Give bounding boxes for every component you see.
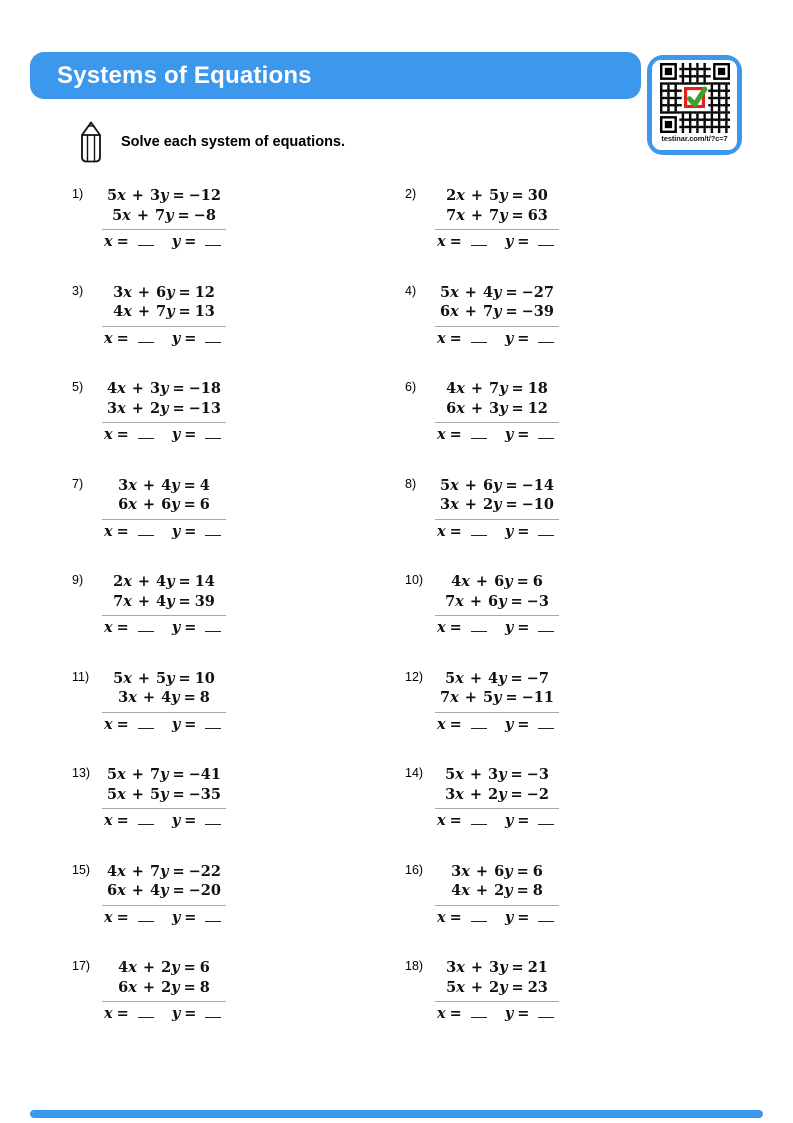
problem-item: [72, 186, 405, 283]
answer-blank-y[interactable]: [538, 912, 554, 922]
answer-blank-y[interactable]: [538, 1008, 554, 1018]
problem-number: 2): [405, 187, 417, 201]
equation-1: 5x + 5y = 10: [113, 669, 215, 687]
answer-blank-x[interactable]: [471, 236, 487, 246]
answer-y: y =: [172, 619, 222, 636]
answer-x: x =: [104, 1005, 154, 1022]
footer-bar: [30, 1110, 763, 1118]
equation-1: 5x + 7y = −41: [107, 766, 221, 783]
answer-x: x =: [104, 619, 154, 636]
equation-1: 3x + 6y = 6: [451, 862, 543, 880]
problem-item: [72, 765, 405, 862]
answer-row: [435, 905, 559, 926]
problem-body: [435, 765, 559, 829]
answer-y: y =: [172, 812, 222, 829]
problem-number: 17): [72, 959, 91, 973]
problem-body: [102, 476, 226, 540]
answer-x: x =: [437, 1005, 487, 1022]
answer-blank-y[interactable]: [205, 333, 221, 343]
problem-item: [405, 379, 732, 476]
equation-2: 5x + 7y = −8: [112, 206, 216, 224]
answer-x: x =: [437, 426, 487, 443]
answer-row: [102, 422, 226, 443]
problem-body: [102, 669, 226, 733]
problem-body: [435, 379, 559, 443]
problem-item: [405, 958, 732, 1055]
problem-item: [405, 862, 732, 959]
equation-1: 5x + 3y = −3: [445, 766, 549, 783]
problem-body: [435, 186, 559, 250]
equation-1: 4x + 7y = 18: [446, 380, 548, 397]
problem-item: [405, 572, 732, 669]
problem-number: 16): [405, 862, 424, 877]
answer-x: x =: [104, 523, 154, 540]
answer-blank-y[interactable]: [538, 333, 554, 343]
problem-number: 14): [405, 766, 424, 780]
equation-2: 4x + 2y = 8: [451, 882, 543, 899]
equation-1: 5x + 3y = −12: [107, 187, 221, 204]
answer-blank-y[interactable]: [205, 719, 221, 729]
answer-y: y =: [505, 523, 555, 540]
problem-number: 4): [405, 283, 417, 298]
equation-2: 7x + 4y = 39: [113, 592, 215, 610]
problem-body: [435, 572, 559, 636]
answer-y: y =: [172, 330, 222, 347]
answer-y: y =: [172, 233, 222, 250]
answer-row: [102, 229, 226, 250]
equation-1: 3x + 6y = 12: [113, 283, 215, 301]
answer-y: y =: [505, 619, 555, 636]
answer-blank-x[interactable]: [138, 719, 154, 729]
answer-blank-y[interactable]: [538, 719, 554, 729]
problems-grid: [72, 186, 732, 1055]
equation-1: 2x + 4y = 14: [113, 573, 215, 590]
answer-y: y =: [505, 426, 555, 443]
problem-item: [72, 476, 405, 573]
answer-y: y =: [172, 1005, 222, 1022]
answer-blank-y[interactable]: [205, 622, 221, 632]
equation-2: 6x + 4y = −20: [107, 882, 221, 899]
problem-body: [102, 379, 226, 443]
answer-blank-x[interactable]: [471, 333, 487, 343]
equation-2: 5x + 2y = 23: [446, 978, 548, 996]
answer-y: y =: [172, 523, 222, 540]
answer-blank-y[interactable]: [205, 1008, 221, 1018]
answer-row: [435, 712, 559, 733]
equation-2: 7x + 6y = −3: [445, 592, 549, 610]
problem-number: 12): [405, 669, 424, 684]
problem-body: [102, 958, 226, 1022]
instruction-row: [78, 120, 345, 164]
answer-blank-x[interactable]: [471, 815, 487, 825]
equation-1: 3x + 4y = 4: [118, 476, 210, 494]
answer-y: y =: [505, 909, 555, 926]
answer-y: y =: [505, 716, 555, 733]
problem-body: [102, 186, 226, 250]
answer-blank-y[interactable]: [538, 429, 554, 439]
problem-body: [102, 572, 226, 636]
problem-body: [102, 765, 226, 829]
answer-x: x =: [437, 812, 487, 829]
problem-number: 11): [72, 669, 90, 684]
equation-2: 3x + 4y = 8: [118, 689, 210, 706]
answer-blank-x[interactable]: [471, 1008, 487, 1018]
problem-number: 1): [72, 187, 84, 201]
answer-row: [102, 519, 226, 540]
problem-body: [435, 669, 559, 733]
answer-row: [435, 615, 559, 636]
answer-x: x =: [104, 330, 154, 347]
problem-number: 5): [72, 380, 84, 394]
answer-row: [102, 326, 226, 347]
answer-blank-y[interactable]: [205, 236, 221, 246]
problem-item: [405, 476, 732, 573]
answer-row: [435, 229, 559, 250]
answer-row: [435, 808, 559, 829]
problem-item: [72, 283, 405, 380]
answer-y: y =: [505, 812, 555, 829]
equation-2: 3x + 2y = −13: [107, 399, 221, 417]
answer-y: y =: [172, 716, 222, 733]
answer-blank-y[interactable]: [538, 236, 554, 246]
answer-row: [435, 422, 559, 443]
answer-row: [102, 712, 226, 733]
qr-caption: testinar.com/t/?c=7: [661, 134, 728, 143]
answer-blank-x[interactable]: [138, 912, 154, 922]
header-bar: [30, 52, 641, 99]
equation-1: 4x + 6y = 6: [451, 573, 543, 590]
answer-x: x =: [104, 812, 154, 829]
problem-item: [405, 765, 732, 862]
equation-2: 7x + 7y = 63: [446, 206, 548, 224]
instruction-text: Solve each system of equations.: [121, 134, 346, 150]
answer-blank-y[interactable]: [205, 912, 221, 922]
answer-row: [102, 905, 226, 926]
equation-1: 5x + 4y = −7: [445, 669, 549, 687]
problem-body: [102, 862, 226, 926]
problem-number: 13): [72, 766, 91, 780]
answer-blank-y[interactable]: [205, 815, 221, 825]
answer-row: [435, 326, 559, 347]
equation-2: 6x + 6y = 6: [118, 496, 210, 513]
equation-2: 4x + 7y = 13: [113, 303, 215, 320]
answer-y: y =: [172, 426, 222, 443]
equation-2: 6x + 7y = −39: [440, 303, 554, 320]
answer-blank-y[interactable]: [538, 622, 554, 632]
answer-x: x =: [437, 619, 487, 636]
problem-body: [435, 958, 559, 1022]
problem-body: [102, 283, 226, 347]
equation-1: 4x + 7y = −22: [107, 862, 221, 880]
problem-number: 18): [405, 959, 424, 973]
answer-row: [102, 808, 226, 829]
equation-2: 3x + 2y = −2: [445, 785, 549, 803]
answer-blank-x[interactable]: [471, 526, 487, 536]
equation-2: 6x + 3y = 12: [446, 399, 548, 417]
answer-blank-x[interactable]: [138, 236, 154, 246]
answer-row: [435, 519, 559, 540]
answer-blank-x[interactable]: [138, 526, 154, 536]
problem-number: 7): [72, 476, 84, 491]
answer-blank-x[interactable]: [471, 719, 487, 729]
equation-1: 4x + 3y = −18: [107, 380, 221, 397]
answer-blank-y[interactable]: [538, 526, 554, 536]
answer-blank-y[interactable]: [538, 815, 554, 825]
answer-y: y =: [505, 233, 555, 250]
answer-x: x =: [104, 233, 154, 250]
equation-1: 3x + 3y = 21: [446, 959, 548, 976]
problem-item: [405, 186, 732, 283]
answer-row: [102, 615, 226, 636]
equation-1: 4x + 2y = 6: [118, 959, 210, 976]
answer-blank-x[interactable]: [138, 429, 154, 439]
problem-item: [72, 379, 405, 476]
answer-row: [102, 1001, 226, 1022]
answer-row: [435, 1001, 559, 1022]
problem-body: [435, 862, 559, 926]
problem-item: [72, 862, 405, 959]
equation-2: 3x + 2y = −10: [440, 496, 554, 513]
problem-body: [435, 283, 559, 347]
answer-blank-x[interactable]: [138, 622, 154, 632]
qr-card: [647, 55, 742, 155]
equation-2: 5x + 5y = −35: [107, 785, 221, 803]
answer-x: x =: [104, 426, 154, 443]
problem-number: 9): [72, 573, 84, 587]
problem-number: 3): [72, 283, 84, 298]
problem-item: [405, 283, 732, 380]
answer-x: x =: [104, 909, 154, 926]
answer-y: y =: [505, 330, 555, 347]
answer-blank-x[interactable]: [138, 1008, 154, 1018]
equation-1: 5x + 6y = −14: [440, 476, 554, 494]
answer-blank-y[interactable]: [205, 429, 221, 439]
problem-item: [72, 669, 405, 766]
problem-item: [405, 669, 732, 766]
page-title: Systems of Equations: [57, 61, 312, 89]
qr-inner-panel: [652, 60, 737, 150]
answer-blank-x[interactable]: [471, 622, 487, 632]
answer-x: x =: [437, 909, 487, 926]
problem-item: [72, 572, 405, 669]
problem-item: [72, 958, 405, 1055]
problem-number: 10): [405, 573, 424, 587]
qr-code-icon: [660, 63, 730, 133]
answer-x: x =: [437, 523, 487, 540]
pencil-icon: [78, 120, 104, 164]
equation-1: 5x + 4y = −27: [440, 283, 554, 301]
answer-x: x =: [437, 716, 487, 733]
answer-y: y =: [505, 1005, 555, 1022]
equation-1: 2x + 5y = 30: [446, 187, 548, 204]
answer-x: x =: [437, 330, 487, 347]
equation-2: 6x + 2y = 8: [118, 978, 210, 996]
answer-x: x =: [437, 233, 487, 250]
problem-number: 15): [72, 862, 91, 877]
answer-blank-y[interactable]: [205, 526, 221, 536]
answer-blank-x[interactable]: [138, 333, 154, 343]
problem-number: 8): [405, 476, 417, 491]
problem-number: 6): [405, 380, 417, 394]
answer-blank-x[interactable]: [138, 815, 154, 825]
equation-2: 7x + 5y = −11: [440, 689, 554, 706]
answer-blank-x[interactable]: [471, 429, 487, 439]
problem-body: [435, 476, 559, 540]
answer-blank-x[interactable]: [471, 912, 487, 922]
answer-x: x =: [104, 716, 154, 733]
answer-y: y =: [172, 909, 222, 926]
